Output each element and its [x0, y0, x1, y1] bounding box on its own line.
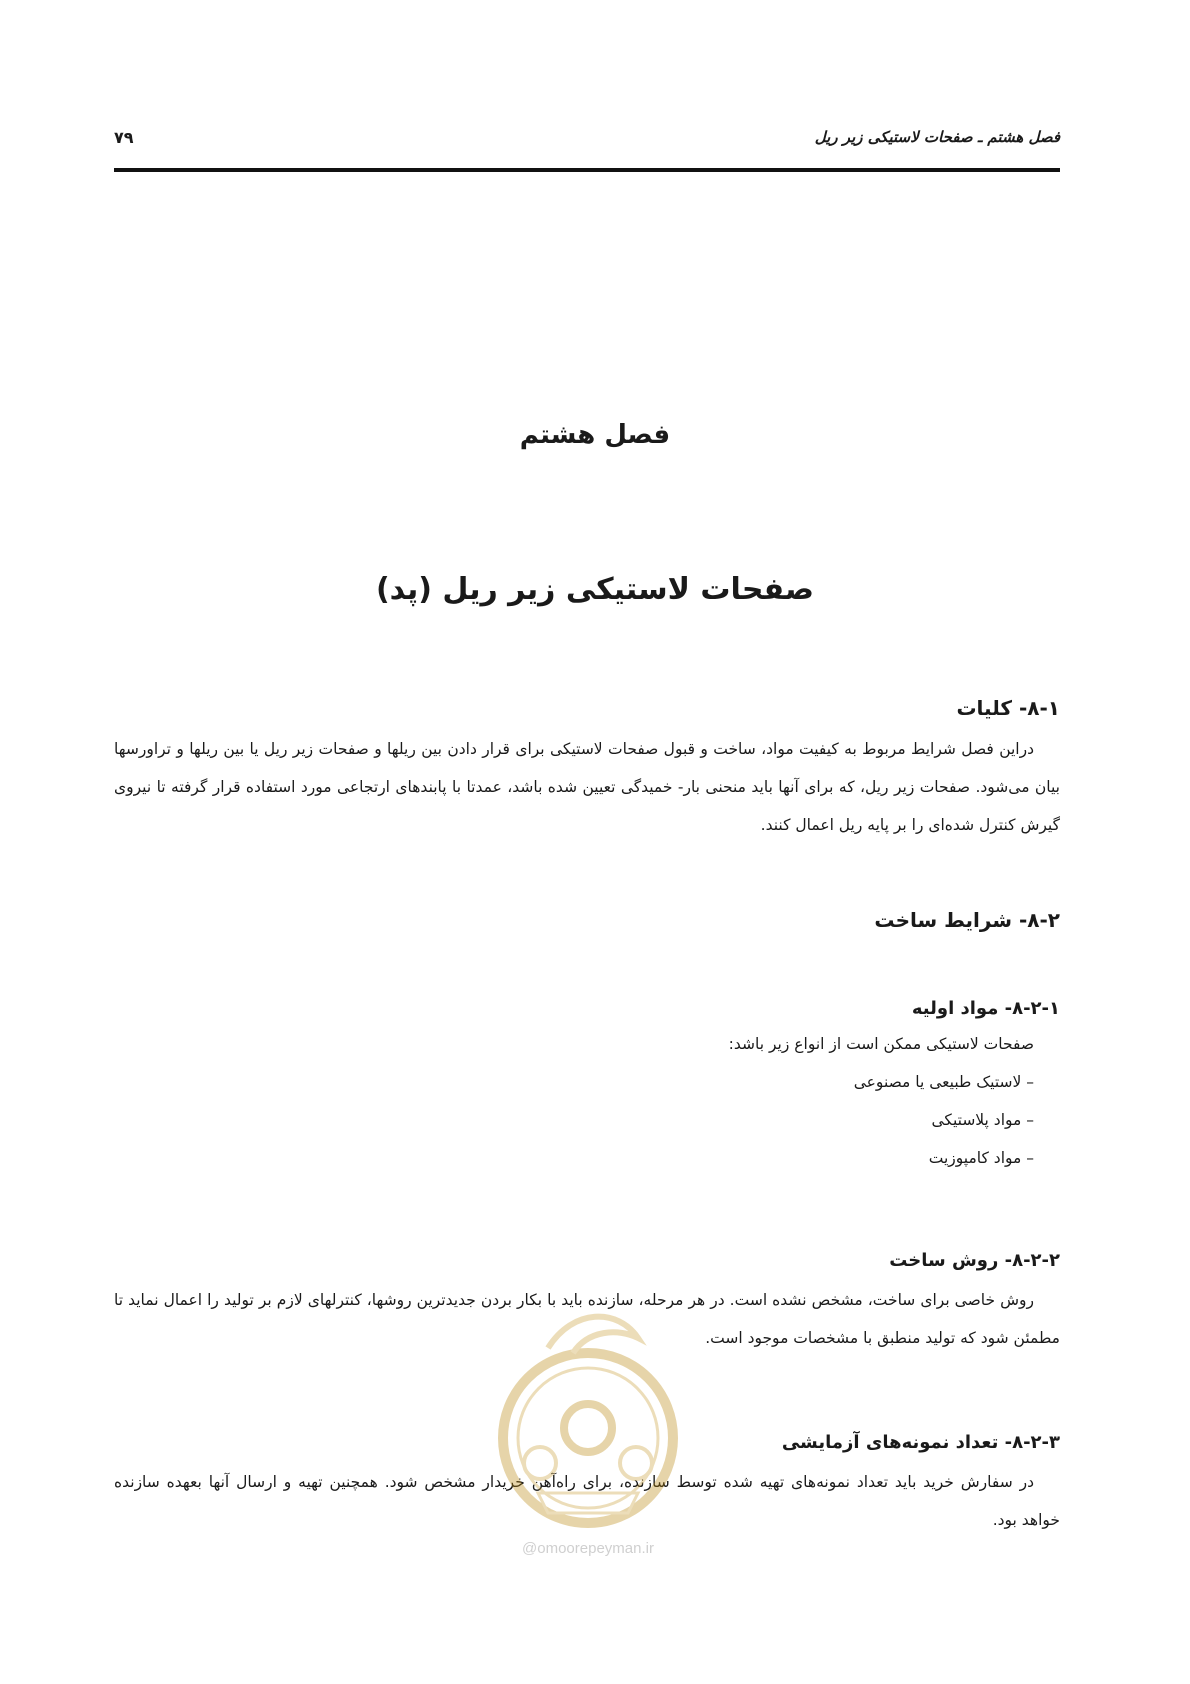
chapter-title: صفحات لاستیکی زیر ریل (پد) [375, 572, 815, 607]
subsection-heading: ۸-۲-۳- تعداد نمونه‌های آزمایشی [781, 1432, 1060, 1453]
section-paragraph: دراین فصل شرایط مربوط به کیفیت مواد، ساخت و قبول صفحات لاستیکی برای قرار دادن بین ریلها و صفحات زیر ریل یا بین ریلها و تراورسها بیان می‌شود. صفحات زیر ریل، که برای آنها باید منحنی بار- خمیدگی تعیین شده باشد، عمدتا با پابندهای ارتجاعی مورد استفاده قرار گرفته تا نیروی گیرش کنترل شده‌ای را بر پایه ریل اعمال کنند. [114, 740, 1060, 834]
watermark-text: @omoorepeyman.ir [522, 1540, 654, 1557]
list-item: – لاستیک طبیعی یا مصنوعی [853, 1073, 1034, 1091]
section-heading: ۸-۲- شرایط ساخت [874, 908, 1060, 932]
section-general [114, 696, 1060, 844]
material-list [114, 1063, 1060, 1177]
subsection-paragraph: در سفارش خرید باید تعداد نمونه‌های تهیه شده توسط سازنده، برای راه‌آهن خریدار مشخص شود. همچنین تهیه و ارسال آنها بعهده سازنده خواهد بود. [114, 1473, 1060, 1529]
section-manufacturing-conditions [114, 908, 1060, 932]
chapter-label: فصل هشتم [519, 420, 671, 450]
list-item: – مواد پلاستیکی [931, 1111, 1034, 1129]
header-rule [114, 168, 1060, 172]
list-item: – مواد کامپوزیت [928, 1149, 1034, 1167]
section-heading: ۸-۱- کلیات [956, 696, 1060, 720]
section-manufacturing-method [114, 1250, 1060, 1357]
subsection-heading: ۸-۲-۲- روش ساخت [889, 1250, 1060, 1271]
page-header [114, 128, 1060, 158]
subsection-intro: صفحات لاستیکی ممکن است از انواع زیر باشد: [728, 1035, 1034, 1053]
subsection-heading: ۸-۲-۱- مواد اولیه [911, 998, 1060, 1019]
running-title: فصل هشتم ـ صفحات لاستیکی زیر ریل [814, 128, 1060, 146]
section-test-samples [114, 1432, 1060, 1539]
page-number: ۷۹ [114, 128, 134, 147]
subsection-paragraph: روش خاصی برای ساخت، مشخص نشده است. در هر مرحله، سازنده باید با بکار بردن جدیدترین روشها، کنترلهای لازم بر تولید را اعمال نماید تا مطمئن شود که تولید منطبق با مشخصات موجود است. [114, 1291, 1060, 1347]
section-raw-materials [114, 998, 1060, 1177]
